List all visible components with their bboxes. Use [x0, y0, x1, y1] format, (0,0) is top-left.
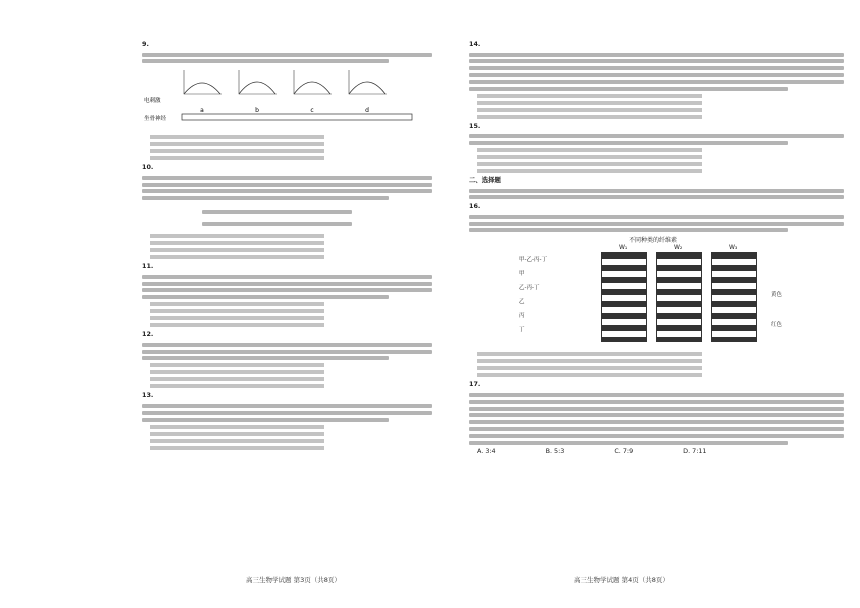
point-label: d	[365, 107, 369, 115]
left-column	[142, 40, 432, 562]
stimulus-label: 电刺激	[144, 98, 161, 105]
question-text-line	[469, 73, 844, 77]
gel-row-label: 丁	[519, 327, 525, 334]
action-potential-curve	[184, 83, 220, 94]
gel-row-label: 丙	[519, 313, 525, 320]
point-label: c	[310, 107, 314, 115]
answer-option-line	[477, 108, 702, 112]
question-text-line	[142, 196, 389, 200]
question-number: 10.	[142, 163, 154, 172]
answer-option-line	[150, 432, 324, 436]
question	[469, 202, 844, 212]
question-text-line	[469, 215, 844, 219]
gel-lane-label: W₁	[619, 244, 628, 252]
answer-option-line	[477, 169, 702, 173]
gel-row-label: 甲-乙-丙-丁	[519, 257, 547, 264]
gel-title: 不同种类的纤维素	[629, 237, 678, 245]
answer-option-line	[477, 94, 702, 98]
question-text-line	[142, 411, 432, 415]
answer-option-line	[477, 155, 702, 159]
gel-lane-label: W₂	[674, 244, 683, 252]
question	[469, 122, 844, 132]
gel-row-label: 乙	[519, 299, 525, 306]
question-text-line	[469, 53, 844, 57]
answer-option-line	[477, 366, 702, 370]
answer-option-line	[150, 316, 324, 320]
answer-option-line	[477, 162, 702, 166]
question-text-line	[142, 350, 432, 354]
right-page-footer: 高三生物学试题 第4页（共8页）	[574, 576, 669, 584]
gel-lane	[601, 252, 647, 342]
action-potential-curve	[239, 82, 275, 94]
question-text-line	[142, 282, 432, 286]
answer-option-line	[477, 148, 702, 152]
answer-option-line	[150, 446, 324, 450]
answer-option-line	[150, 425, 324, 429]
nerve-bar	[182, 114, 412, 120]
answer-option-line	[150, 309, 324, 313]
right-column	[469, 40, 844, 562]
question-text-line	[142, 176, 432, 180]
question-text-line	[469, 87, 788, 91]
question-text-line	[469, 400, 844, 404]
pathway-line	[202, 222, 352, 226]
question-text-line	[469, 134, 844, 138]
question-text-line	[469, 222, 844, 226]
answer-option-line	[477, 115, 702, 119]
question-text-line	[142, 275, 432, 279]
question-text-line	[469, 441, 788, 445]
question-number: 13.	[142, 391, 154, 400]
answer-option-line	[150, 255, 324, 259]
pathway-figure	[202, 203, 432, 229]
question-text-line	[142, 189, 432, 193]
question	[142, 330, 432, 340]
question-text-line	[142, 404, 432, 408]
answer-option: C. 7:9	[614, 447, 634, 456]
nerve-figure	[142, 66, 422, 128]
gel-lane	[711, 252, 757, 342]
question	[469, 40, 844, 50]
question-text-line	[142, 356, 389, 360]
left-page-footer: 高三生物学试题 第3页（共8页）	[246, 576, 341, 584]
answer-option-line	[150, 248, 324, 252]
action-potential-curve	[294, 82, 330, 94]
question-text-line	[142, 59, 389, 63]
question-text-line	[469, 434, 844, 438]
point-label: b	[255, 107, 259, 115]
answer-option-line	[477, 101, 702, 105]
answer-option-line	[150, 135, 324, 139]
question	[469, 380, 844, 390]
answer-option-line	[150, 234, 324, 238]
question-text-line	[469, 66, 844, 70]
answer-option: D. 7:11	[683, 447, 707, 456]
answer-option-line	[150, 241, 324, 245]
action-potential-curve	[349, 82, 385, 94]
question-text-line	[469, 59, 844, 63]
answer-option-line	[477, 352, 702, 356]
exam-sheet	[14, 18, 846, 590]
answer-option-line	[477, 359, 702, 363]
section-text-line	[469, 195, 844, 199]
question	[142, 40, 432, 50]
question-text-line	[469, 393, 844, 397]
question-number: 9.	[142, 40, 149, 48]
question	[142, 262, 432, 272]
pathway-line	[202, 210, 352, 214]
question-text-line	[469, 413, 844, 417]
question	[142, 163, 432, 173]
question-text-line	[142, 343, 432, 347]
question-number: 15.	[469, 121, 481, 130]
answer-option-line	[150, 149, 324, 153]
answer-option-line	[477, 373, 702, 377]
gel-row-label: 甲	[519, 271, 525, 278]
answer-option-line	[150, 302, 324, 306]
answer-option-line	[150, 156, 324, 160]
answer-option-line	[150, 384, 324, 388]
question-text-line	[142, 295, 389, 299]
question-number: 16.	[469, 202, 481, 211]
question-text-line	[469, 141, 788, 145]
answer-option-line	[150, 323, 324, 327]
question-text-line	[142, 53, 432, 57]
answer-option: A. 3:4	[477, 447, 496, 456]
question-text-line	[469, 407, 844, 411]
answer-option: B. 5:3	[545, 447, 565, 456]
gel-side-label: 红色	[771, 322, 783, 329]
answer-option-line	[150, 370, 324, 374]
question-text-line	[142, 183, 432, 187]
question-number: 17.	[469, 380, 481, 389]
question-number: 11.	[142, 262, 154, 271]
gel-lane	[656, 252, 702, 342]
answer-option-line	[150, 377, 324, 381]
question-text-line	[469, 427, 844, 431]
question-number: 14.	[469, 40, 481, 48]
question-text-line	[469, 420, 844, 424]
answer-option-line	[150, 142, 324, 146]
question-text-line	[142, 288, 432, 292]
question-text-line	[469, 228, 788, 232]
answer-options-row	[477, 447, 844, 457]
gel-figure	[509, 235, 844, 347]
gel-side-label: 黄色	[771, 292, 783, 299]
question-number: 12.	[142, 330, 154, 339]
answer-option-line	[150, 439, 324, 443]
gel-row-label: 乙-丙-丁	[519, 285, 540, 292]
gel-lane-label: W₃	[729, 244, 738, 252]
question-text-line	[142, 418, 389, 422]
section-header: 二、选择题	[469, 175, 501, 184]
question-text-line	[469, 80, 844, 84]
point-label: a	[200, 107, 204, 115]
question	[142, 391, 432, 401]
nerve-label: 坐骨神经	[144, 116, 167, 123]
answer-option-line	[150, 363, 324, 367]
section-text-line	[469, 189, 844, 193]
